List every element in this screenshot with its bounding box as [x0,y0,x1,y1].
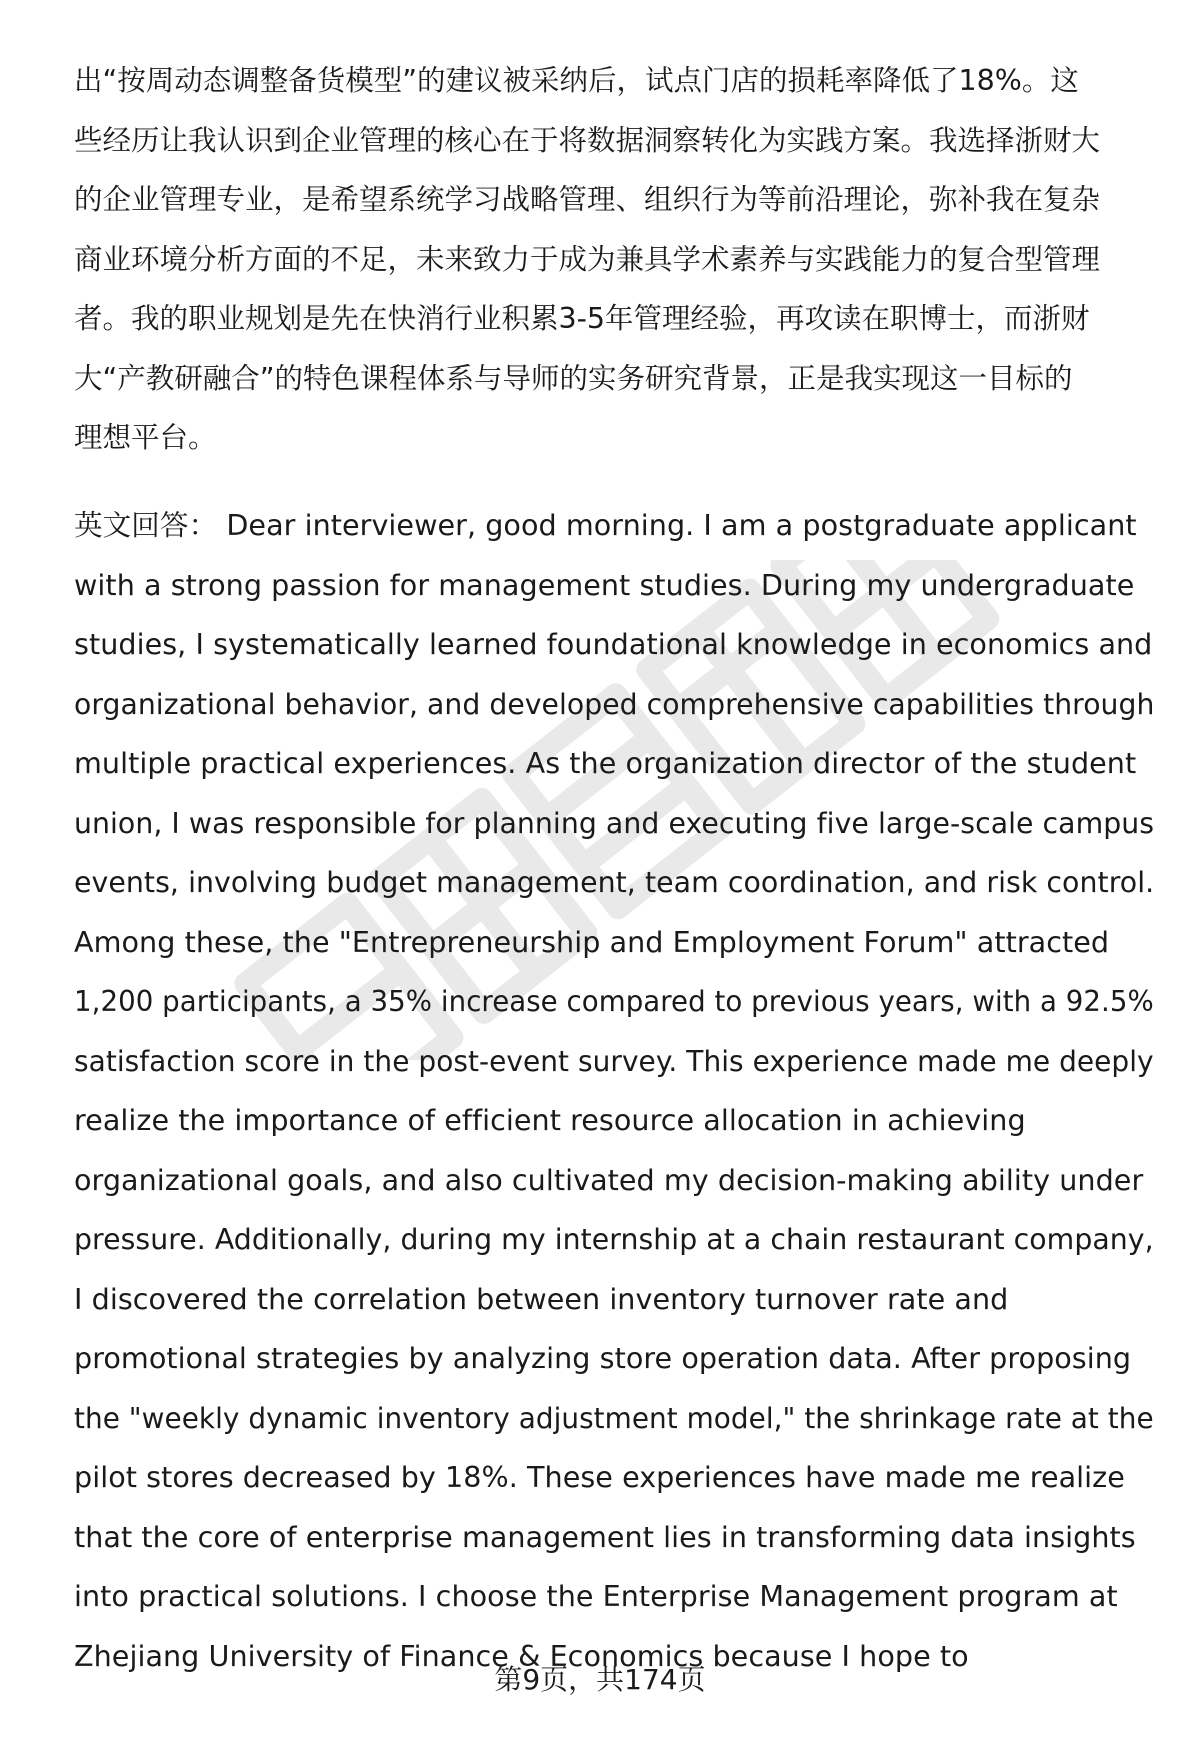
english-answer-line: organizational goals, and also cultivated my decision-making ability under [74,1162,1144,1197]
english-answer-line: that the core of enterprise management lies in transforming data insights [74,1519,1136,1554]
chinese-answer-line: 些经历让我认识到企业管理的核心在于将数据洞察转化为实践方案。我选择浙财大 [74,123,1101,157]
english-answer-paragraph [74,496,1154,1686]
english-answer-line: Zhejiang University of Finance & Economics because I hope to [74,1638,969,1673]
english-answer-line: satisfaction score in the post-event survey. This experience made me deeply [74,1043,1154,1078]
english-answer-line: the "weekly dynamic inventory adjustment model," the shrinkage rate at the [74,1400,1154,1435]
english-answer-line: studies, I systematically learned foundational knowledge in economics and [74,627,1153,661]
chinese-answer-line: 的企业管理专业，是希望系统学习战略管理、组织行为等前沿理论，弥补我在复杂 [74,183,1101,216]
english-answer-line: pilot stores decreased by 18%. These experiences have made me realize [74,1460,1125,1494]
english-answer-line: organizational behavior, and developed comprehensive capabilities through [74,686,1155,721]
chinese-answer-line: 理想平台。 [74,421,217,454]
english-answer-line: union, I was responsible for planning and executing five large-scale campus [74,805,1155,840]
english-answer-line: promotional strategies by analyzing store operation data. After proposing [74,1341,1132,1375]
english-answer-line: realize the importance of efficient resource allocation in achieving [74,1103,1026,1137]
english-answer-line: events, involving budget management, team coordination, and risk control. [74,865,1155,899]
chinese-answer-line: 商业环境分析方面的不足，未来致力于成为兼具学术素养与实践能力的复合型管理 [74,242,1101,276]
english-answer-line: 英文回答： Dear interviewer, good morning. I am a postgraduate applicant [74,508,1137,542]
english-answer-line: Among these, the "Entrepreneurship and Employment Forum" attracted [74,924,1110,959]
english-answer-line: into practical solutions. I choose the Enterprise Management program at [74,1579,1118,1613]
english-answer-line: I discovered the correlation between inventory turnover rate and [74,1281,1009,1316]
english-answer-line: pressure. Additionally, during my internship at a chain restaurant company, [74,1222,1154,1256]
english-answer-line: multiple practical experiences. As the organization director of the student [74,746,1137,780]
chinese-answer-line: 者。我的职业规划是先在快消行业积累3-5年管理经验，再攻读在职博士，而浙财 [74,302,1090,335]
page-number-footer: 第9页，共174页 [494,1663,706,1696]
english-answer-line: with a strong passion for management studies. During my undergraduate [74,567,1135,602]
chinese-answer-line: 出“按周动态调整备货模型”的建议被采纳后，试点门店的损耗率降低了18%。这 [74,64,1079,97]
english-answer-line: 1,200 participants, a 35% increase compared to previous years, with a 92.5% [74,984,1154,1018]
chinese-answer-line: 大“产教研融合”的特色课程体系与导师的实务研究背景，正是我实现这一目标的 [74,361,1073,395]
chinese-answer-paragraph [74,51,1154,468]
